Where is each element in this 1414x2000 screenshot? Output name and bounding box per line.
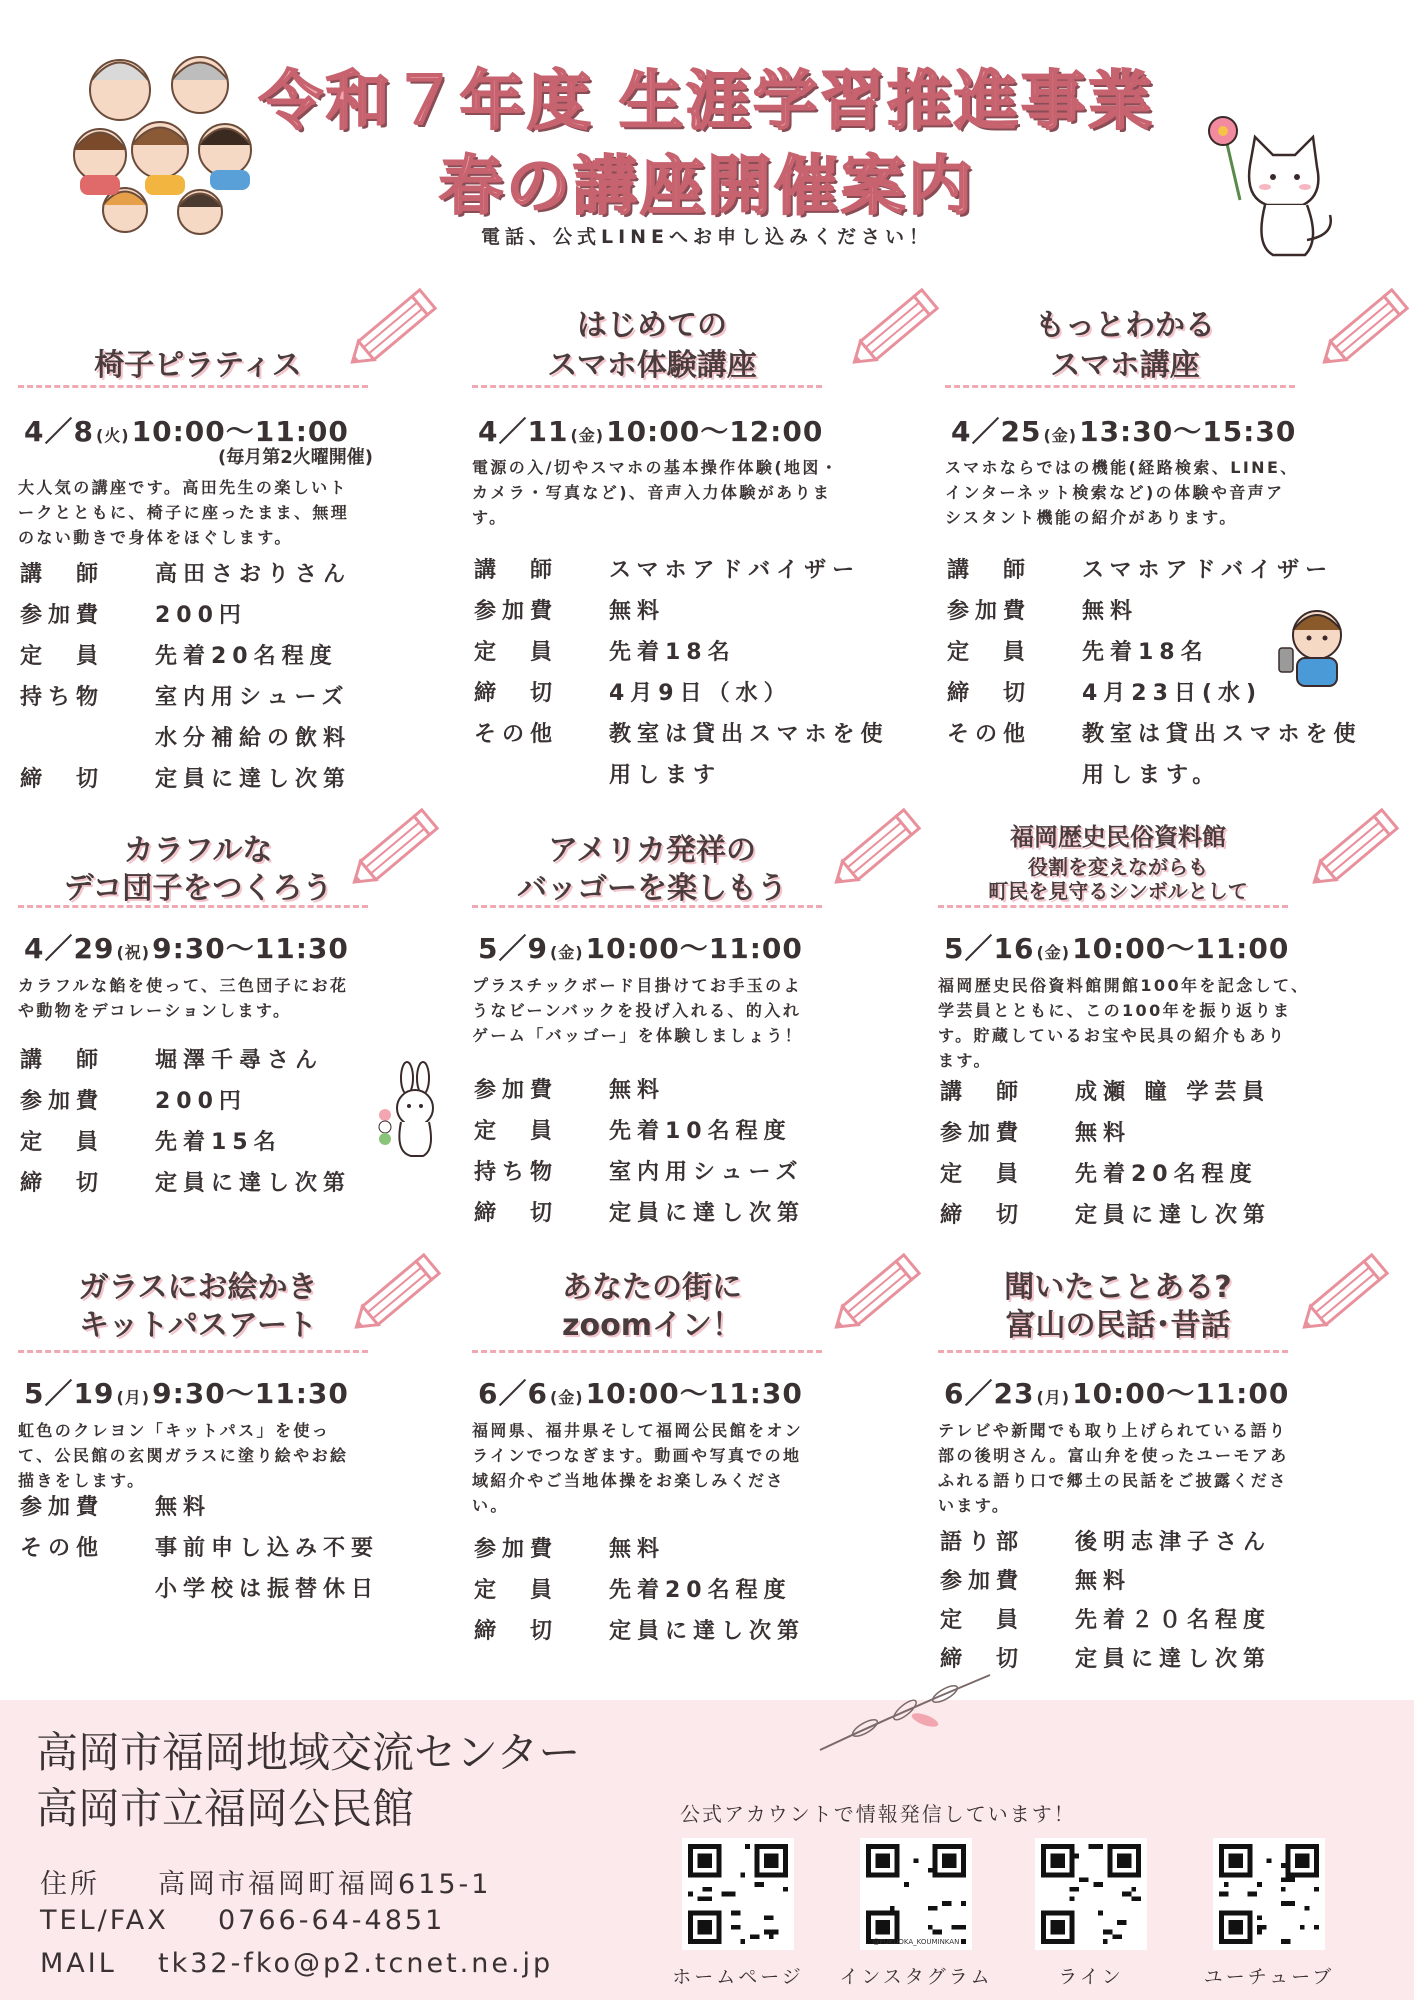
course-date [24,1372,349,1412]
course-description [18,1418,448,1493]
course-date [478,1372,803,1412]
detail-value: 定員に達し次第 [155,767,352,792]
detail-row [940,1075,1270,1106]
detail-value: 定員に達し次第 [609,1201,806,1226]
description-line: 電源の入/切やスマホの基本操作体験(地図・ [472,458,840,477]
detail-key: 講 師 [20,1048,105,1073]
description-line: カメラ・写真など)、音声入力体験がありま [472,483,832,502]
footer [0,1700,1414,2000]
detail-row [20,1531,379,1562]
course-date [24,927,349,967]
course-title: デコ団子をつくろう [63,871,333,906]
description-line: い。 [472,1496,509,1515]
description-line: 福岡県、福井県そして福岡公民館をオン [472,1421,804,1440]
detail-row [20,598,247,629]
date-day: 6／6 [478,1377,548,1410]
date-day: 5／16 [944,932,1035,965]
detail-row [940,1198,1271,1229]
detail-key: 参加費 [940,1569,1025,1594]
date-day: 6／23 [944,1377,1035,1410]
date-day: 5／9 [478,932,548,965]
pencil-icon [1310,278,1414,378]
detail-value: 小学校は振替休日 [155,1577,380,1602]
mail-label: MAIL [40,1948,117,1979]
detail-value: 室内用シューズ [609,1160,804,1185]
date-time: 10:00～11:30 [585,1377,803,1410]
description-line: す。 [472,508,508,527]
detail-row [947,676,1262,707]
date-time: 9:30～11:30 [152,1377,349,1410]
title-underline [472,385,822,388]
description-line: プラスチックボード目掛けてお手玉のよ [472,976,802,995]
detail-row [20,1166,351,1197]
course-description [938,973,1368,1073]
detail-value: 無料 [1075,1121,1132,1146]
course-description [938,1418,1368,1518]
course-title: バッゴーを楽しもう [517,871,787,906]
detail-row [474,1114,792,1145]
date-day: 5／19 [24,1377,115,1410]
pencil-icon [1300,798,1410,898]
date-time: 10:00～12:00 [606,415,824,448]
detail-value: 水分補給の飲料 [155,726,352,751]
bunny-with-dango-illustration [375,1060,445,1160]
detail-row [20,1125,282,1156]
date-weekday: (祝) [116,943,151,962]
detail-key: 講 師 [940,1080,1025,1105]
detail-row [947,594,1138,625]
detail-row [20,1572,379,1603]
course-title: アメリカ発祥の [548,833,756,868]
homepage-qr-code[interactable] [682,1838,794,1950]
detail-key: 締 切 [20,767,105,792]
description-line: 虹色のクレヨン「キットパス」を使っ [18,1421,331,1440]
date-time: 10:00～11:00 [585,932,803,965]
org-name-line-1: 高岡市福岡地域交流センター [36,1728,581,1777]
detail-key: 定 員 [947,640,1032,665]
title-underline [938,1350,1288,1353]
date-weekday: (火) [95,426,130,445]
course-title: はじめての [577,308,727,343]
detail-value: 室内用シューズ [155,685,350,710]
detail-value: 無料 [1075,1569,1132,1594]
instagram-qr-code[interactable] [860,1838,972,1950]
detail-row [474,635,736,666]
detail-value: 200円 [155,1089,247,1114]
detail-value: スマホアドバイザー [1082,558,1334,583]
org-name-line-2: 高岡市立福岡公民館 [36,1784,415,1833]
pencil-icon [822,798,932,898]
detail-value: 教室は貸出スマホを使 [1082,722,1362,747]
course-date [478,927,803,967]
pencil-icon [338,278,448,378]
description-line: 描きをします。 [18,1471,146,1490]
date-time: 10:00～11:00 [131,415,349,448]
description-line: カラフルな餡を使って、三色団子にお花 [18,976,349,995]
description-line: シスタント機能の紹介があります。 [945,508,1238,527]
course-description [945,455,1375,530]
description-line: 大人気の講座です。高田先生の楽しいト [18,478,348,497]
description-line: うなビーンバックを投げ入れる、的入れ [472,1001,802,1020]
description-line: 福岡歴史民俗資料館開館100年を記念して、 [938,976,1310,995]
description-line: ゲーム「バッゴー」を体験しましょう！ [472,1026,804,1045]
detail-value: 4月9日（水） [609,681,792,706]
course-description [18,475,448,550]
detail-value: 定員に達し次第 [609,1619,806,1644]
detail-row [20,1084,247,1115]
description-line: す。貯蔵しているお宝や民具の紹介もあり [938,1026,1287,1045]
detail-key: 講 師 [474,558,559,583]
course-title: スマホ講座 [1050,348,1200,383]
cat-with-flower-illustration [1195,105,1345,265]
description-line: ふれる語り口で郷土の民話をご披露くださ [938,1471,1288,1490]
detail-row [474,1073,665,1104]
detail-row [940,1603,1271,1634]
detail-value: 高田さおりさん [155,562,352,587]
course-title: 町民を見守るシンボルとして [988,879,1248,903]
detail-key: 締 切 [474,1201,559,1226]
detail-value: 無料 [609,1078,666,1103]
detail-row [940,1157,1258,1188]
detail-value: 後明志津子さん [1075,1530,1272,1555]
detail-row [474,758,721,789]
detail-row [20,762,351,793]
description-line: や動物をデコレーションします。 [18,1001,292,1020]
date-weekday: (金) [549,1388,584,1407]
detail-value: 先着18名 [1082,640,1209,665]
detail-row [940,1525,1271,1556]
course-title: もっとわかる [1035,308,1215,343]
detail-row [20,1490,211,1521]
detail-value: 無料 [1082,599,1139,624]
detail-key: 参加費 [474,1078,559,1103]
pencil-icon [822,1243,932,1343]
detail-key: その他 [474,722,559,747]
qr-label: ホームページ [672,1966,804,1988]
detail-value: 定員に達し次第 [1075,1647,1272,1672]
description-line: 部の後明さん。富山弁を使ったユーモアあ [938,1446,1289,1465]
detail-key: 持ち物 [20,685,105,710]
youtube-qr-code[interactable] [1213,1838,1325,1950]
date-time: 10:00～11:00 [1072,1377,1290,1410]
detail-key: 参加費 [20,603,105,628]
address-label: 住所 [40,1869,100,1900]
detail-key: 締 切 [20,1171,105,1196]
detail-key: 締 切 [474,1619,559,1644]
description-line: テレビや新聞でも取り上げられている語り [938,1421,1288,1440]
detail-key: 締 切 [940,1647,1025,1672]
detail-row [20,1043,323,1074]
detail-row [940,1642,1271,1673]
course-title: 聞いたことある? [1004,1270,1232,1305]
detail-row [20,639,338,670]
description-line: インターネット検索など)の体験や音声ア [945,483,1285,502]
course-date [478,410,823,450]
detail-key: 講 師 [20,562,105,587]
detail-row [474,1196,805,1227]
pencil-icon [340,798,450,898]
detail-key: 参加費 [474,1537,559,1562]
detail-key: 締 切 [940,1203,1025,1228]
pencil-icon [1290,1243,1400,1343]
boy-with-phone-illustration [1275,600,1355,690]
date-day: 4／11 [478,415,569,448]
detail-row [940,1116,1131,1147]
course-title: スマホ体験講座 [547,348,757,383]
subtitle: 電話、公式LINEへお申し込みください！ [480,226,934,248]
qr-label: ユーチューブ [1203,1966,1335,1988]
course-date [944,927,1289,967]
detail-key: 持ち物 [474,1160,559,1185]
course-title: 椅子ピラティス [94,348,302,383]
title-underline [472,905,822,908]
detail-value: 無料 [155,1495,212,1520]
detail-value: 先着２０名程度 [1075,1608,1272,1633]
course-title: あなたの街に [562,1270,742,1305]
description-line: います。 [938,1496,1011,1515]
detail-key: その他 [947,722,1032,747]
instagram-handle: @FUKUOKA_KOUMINKAN [872,1938,960,1946]
detail-row [947,717,1362,748]
course-title: キットパスアート [79,1308,317,1343]
date-weekday: (金) [570,426,605,445]
title-underline [938,905,1288,908]
detail-key: 締 切 [474,681,559,706]
detail-key: 定 員 [474,1578,559,1603]
header [0,0,1414,260]
title-underline [18,905,368,908]
description-line: ます。 [938,1051,992,1070]
detail-key: 参加費 [947,599,1032,624]
detail-value: 堀澤千尋さん [155,1048,324,1073]
detail-key: 定 員 [20,1130,105,1155]
detail-value: 用します [609,763,722,788]
detail-value: 成瀬 瞳 学芸員 [1075,1080,1271,1105]
description-line: 学芸員とともに、この100年を振り返りま [938,1001,1292,1020]
course-description [472,455,902,530]
detail-key: 参加費 [940,1121,1025,1146]
course-title: カラフルな [123,833,273,868]
title-underline [18,1350,368,1353]
course-description [472,973,902,1048]
date-time: 10:00～11:00 [1072,932,1290,965]
leaf-branch-decoration [815,1670,995,1760]
date-day: 4／29 [24,932,115,965]
pencil-icon [840,278,950,378]
description-line: 域紹介やご当地体操をお楽しみくださ [472,1471,785,1490]
date-weekday: (金) [549,943,584,962]
detail-value: 先着20名程度 [1075,1162,1258,1187]
detail-value: 定員に達し次第 [1075,1203,1272,1228]
course-title: ガラスにお絵かき [78,1270,318,1305]
tel-label: TEL/FAX [40,1905,169,1936]
detail-key: その他 [20,1536,105,1561]
detail-key: 定 員 [474,640,559,665]
detail-key: 参加費 [20,1495,105,1520]
detail-value: 4月23日(水) [1082,681,1263,706]
description-line: ークとともに、椅子に座ったまま、無理 [18,503,350,522]
detail-value: 先着20名程度 [155,644,338,669]
detail-row [474,1614,805,1645]
detail-value: 教室は貸出スマホを使 [609,722,889,747]
detail-key: 定 員 [20,644,105,669]
tel-value: 0766-64-4851 [218,1905,446,1936]
detail-key: 語り部 [940,1530,1025,1555]
description-line: のない動きで身体をほぐします。 [18,528,293,547]
detail-row [947,553,1333,584]
qr-label: ライン [1058,1966,1124,1988]
date-weekday: (金) [1043,426,1078,445]
detail-value: 先着18名 [609,640,736,665]
mail-link[interactable]: tk32-fko@p2.tcnet.ne.jp [158,1948,554,1979]
title-underline [18,385,368,388]
detail-row [474,1532,665,1563]
detail-key: 参加費 [474,599,559,624]
detail-key: 締 切 [947,681,1032,706]
detail-value: 先着15名 [155,1130,282,1155]
detail-row [474,553,860,584]
course-title: 福岡歴史民俗資料館 [1010,823,1226,851]
detail-value: 先着20名程度 [609,1578,792,1603]
detail-key: 参加費 [20,1089,105,1114]
detail-value: 定員に達し次第 [155,1171,352,1196]
detail-value: 用します。 [1082,763,1221,788]
detail-key: 定 員 [474,1119,559,1144]
title-underline [945,385,1295,388]
course-description [472,1418,902,1518]
detail-row [947,758,1220,789]
detail-value: 無料 [609,1537,666,1562]
title-underline [472,1350,822,1353]
detail-value: 無料 [609,599,666,624]
description-line: ラインでつなぎます。動画や写真での地 [472,1446,802,1465]
date-time: 9:30～11:30 [152,932,349,965]
detail-value: スマホアドバイザー [609,558,861,583]
detail-row [474,676,792,707]
pencil-icon [342,1243,452,1343]
course-title: 富山の民話･昔話 [1005,1308,1231,1343]
course-date [944,1372,1289,1412]
detail-value: 200円 [155,603,247,628]
course-note: (毎月第2火曜開催) [218,447,373,468]
detail-row [474,1573,792,1604]
course-date [951,410,1296,450]
course-description [18,973,448,1023]
title-line-2: 春の講座開催案内 [439,150,975,224]
detail-row [474,717,889,748]
description-line: て、公民館の玄関ガラスに塗り絵やお絵 [18,1446,349,1465]
line-qr-code[interactable] [1035,1838,1147,1950]
mail [40,1948,553,1979]
date-day: 4／8 [24,415,94,448]
description-line: スマホならではの機能(経路検索、LINE、 [945,458,1299,477]
detail-value: 事前申し込み不要 [155,1536,380,1561]
detail-row [940,1564,1131,1595]
course-title: zoomイン！ [562,1308,742,1343]
accounts-label: 公式アカウントで情報発信しています！ [680,1802,1076,1826]
date-time: 13:30～15:30 [1079,415,1297,448]
detail-row [20,680,349,711]
detail-row [947,635,1209,666]
date-weekday: (月) [1036,1388,1071,1407]
detail-key: 定 員 [940,1162,1025,1187]
title-line-1: 令和７年度 生涯学習推進事業 [258,65,1156,139]
detail-row [474,594,665,625]
detail-row [20,721,351,752]
detail-row [474,1155,803,1186]
detail-key: 講 師 [947,558,1032,583]
date-weekday: (月) [116,1388,151,1407]
address [40,1862,491,1901]
detail-row [20,557,351,588]
qr-label: インスタグラム [839,1966,993,1988]
detail-key: 定 員 [940,1608,1025,1633]
detail-value: 先着10名程度 [609,1119,792,1144]
tel-fax [40,1905,445,1936]
address-value: 高岡市福岡町福岡615-1 [158,1869,492,1900]
date-weekday: (金) [1036,943,1071,962]
course-title: 役割を変えながらも [1028,855,1208,879]
date-day: 4／25 [951,415,1042,448]
